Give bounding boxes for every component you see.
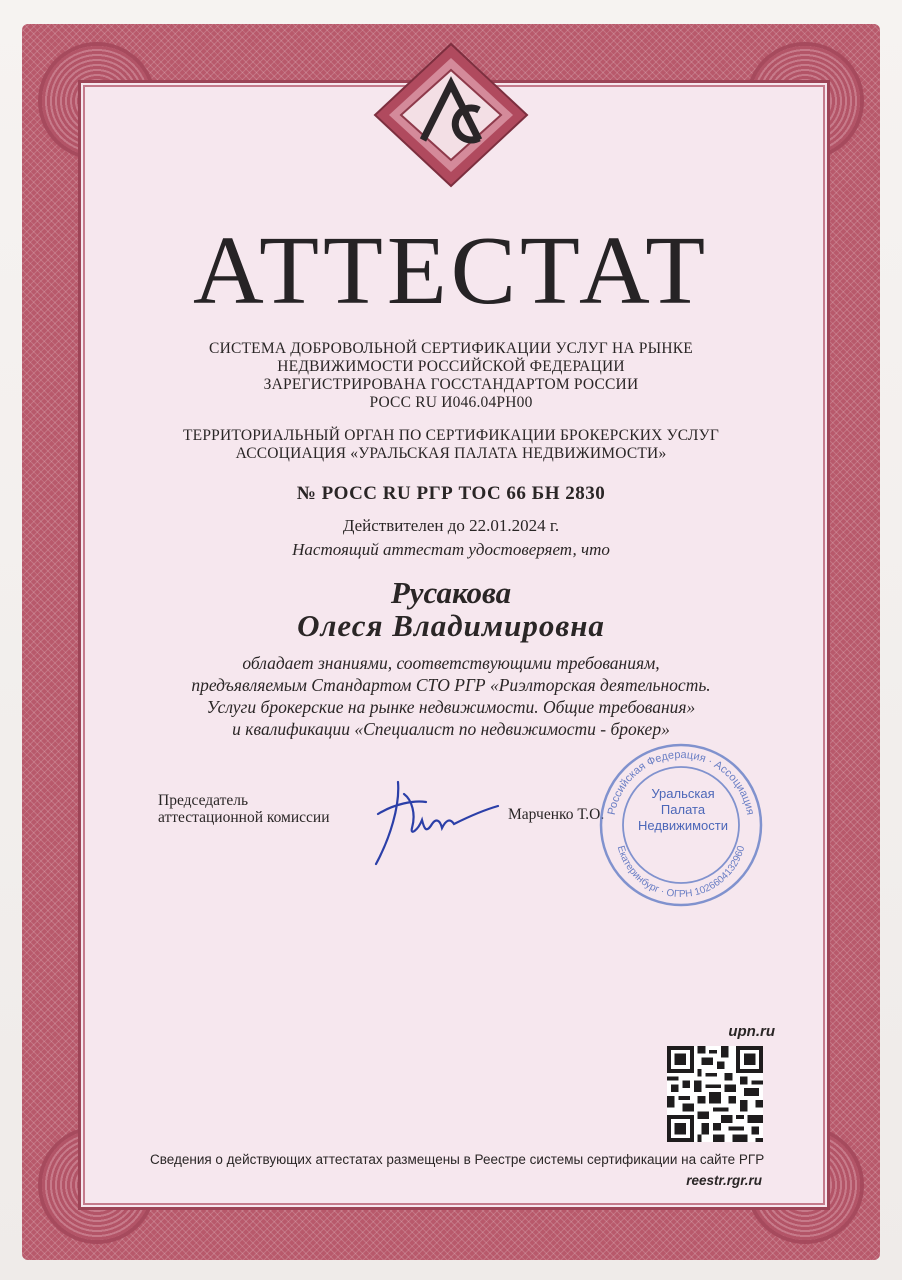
qualification-description: [0, 652, 902, 740]
description-line: Услуги брокерские на рынке недвижимости. Общие требования»: [206, 697, 696, 717]
association-logo-icon: [371, 40, 531, 190]
holder-surname: Русакова: [390, 575, 512, 610]
signatory-name: Марченко Т.О.: [508, 806, 605, 823]
handwritten-signature: [360, 762, 500, 872]
certificate-title: АТТЕСТАТ: [192, 217, 710, 325]
registry-note: Сведения о действующих аттестатах размещены в Реестре системы сертификации на сайте РГР: [150, 1152, 765, 1167]
system-line: НЕДВИЖИМОСТИ РОССИЙСКОЙ ФЕДЕРАЦИИ: [277, 358, 625, 375]
system-line: РОСС RU И046.04РН00: [369, 394, 533, 411]
validity-date: Действителен до 22.01.2024 г.: [342, 516, 560, 535]
qr-code-icon: [667, 1046, 763, 1142]
signatory-label: [158, 792, 330, 826]
signatory-label-line: аттестационной комиссии: [158, 809, 330, 826]
body-line: ТЕРРИТОРИАЛЬНЫЙ ОРГАН ПО СЕРТИФИКАЦИИ БРОКЕРСКИХ УСЛУГ: [183, 427, 719, 444]
registry-site-label[interactable]: reestr.rgr.ru: [686, 1173, 762, 1188]
certificate-number: № РОСС RU РГР ТОС 66 БН 2830: [296, 483, 606, 504]
stamp-line: Уральская: [651, 786, 715, 801]
certification-body-block: [0, 427, 902, 463]
stamp-line: Недвижимости: [638, 818, 728, 833]
stamp-ring-top: Российская Федерация · Ассоциация: [605, 748, 757, 816]
description-line: обладает знаниями, соответствующими требованиям,: [242, 653, 660, 673]
body-line: АССОЦИАЦИЯ «УРАЛЬСКАЯ ПАЛАТА НЕДВИЖИМОСТИ»: [235, 445, 667, 462]
stamp-center-text: [620, 786, 746, 834]
system-line: ЗАРЕГИСТРИРОВАНА ГОССТАНДАРТОМ РОССИИ: [263, 376, 639, 393]
website-label[interactable]: upn.ru: [728, 1023, 775, 1040]
holder-given-names: Олеся Владимировна: [297, 608, 605, 643]
signatory-label-line: Председатель: [158, 792, 249, 809]
intro-text: Настоящий аттестат удостоверяет, что: [292, 540, 610, 559]
stamp-line: Палата: [660, 802, 706, 817]
description-line: и квалификации «Специалист по недвижимости - брокер»: [232, 719, 670, 739]
stamp-ring-bottom: Екатеринбург · ОГРН 1026604132960: [614, 844, 748, 901]
certification-system-block: [0, 340, 902, 412]
description-line: предъявляемым Стандартом СТО РГР «Риэлторская деятельность.: [191, 675, 711, 695]
system-line: СИСТЕМА ДОБРОВОЛЬНОЙ СЕРТИФИКАЦИИ УСЛУГ НА РЫНКЕ: [209, 340, 693, 357]
